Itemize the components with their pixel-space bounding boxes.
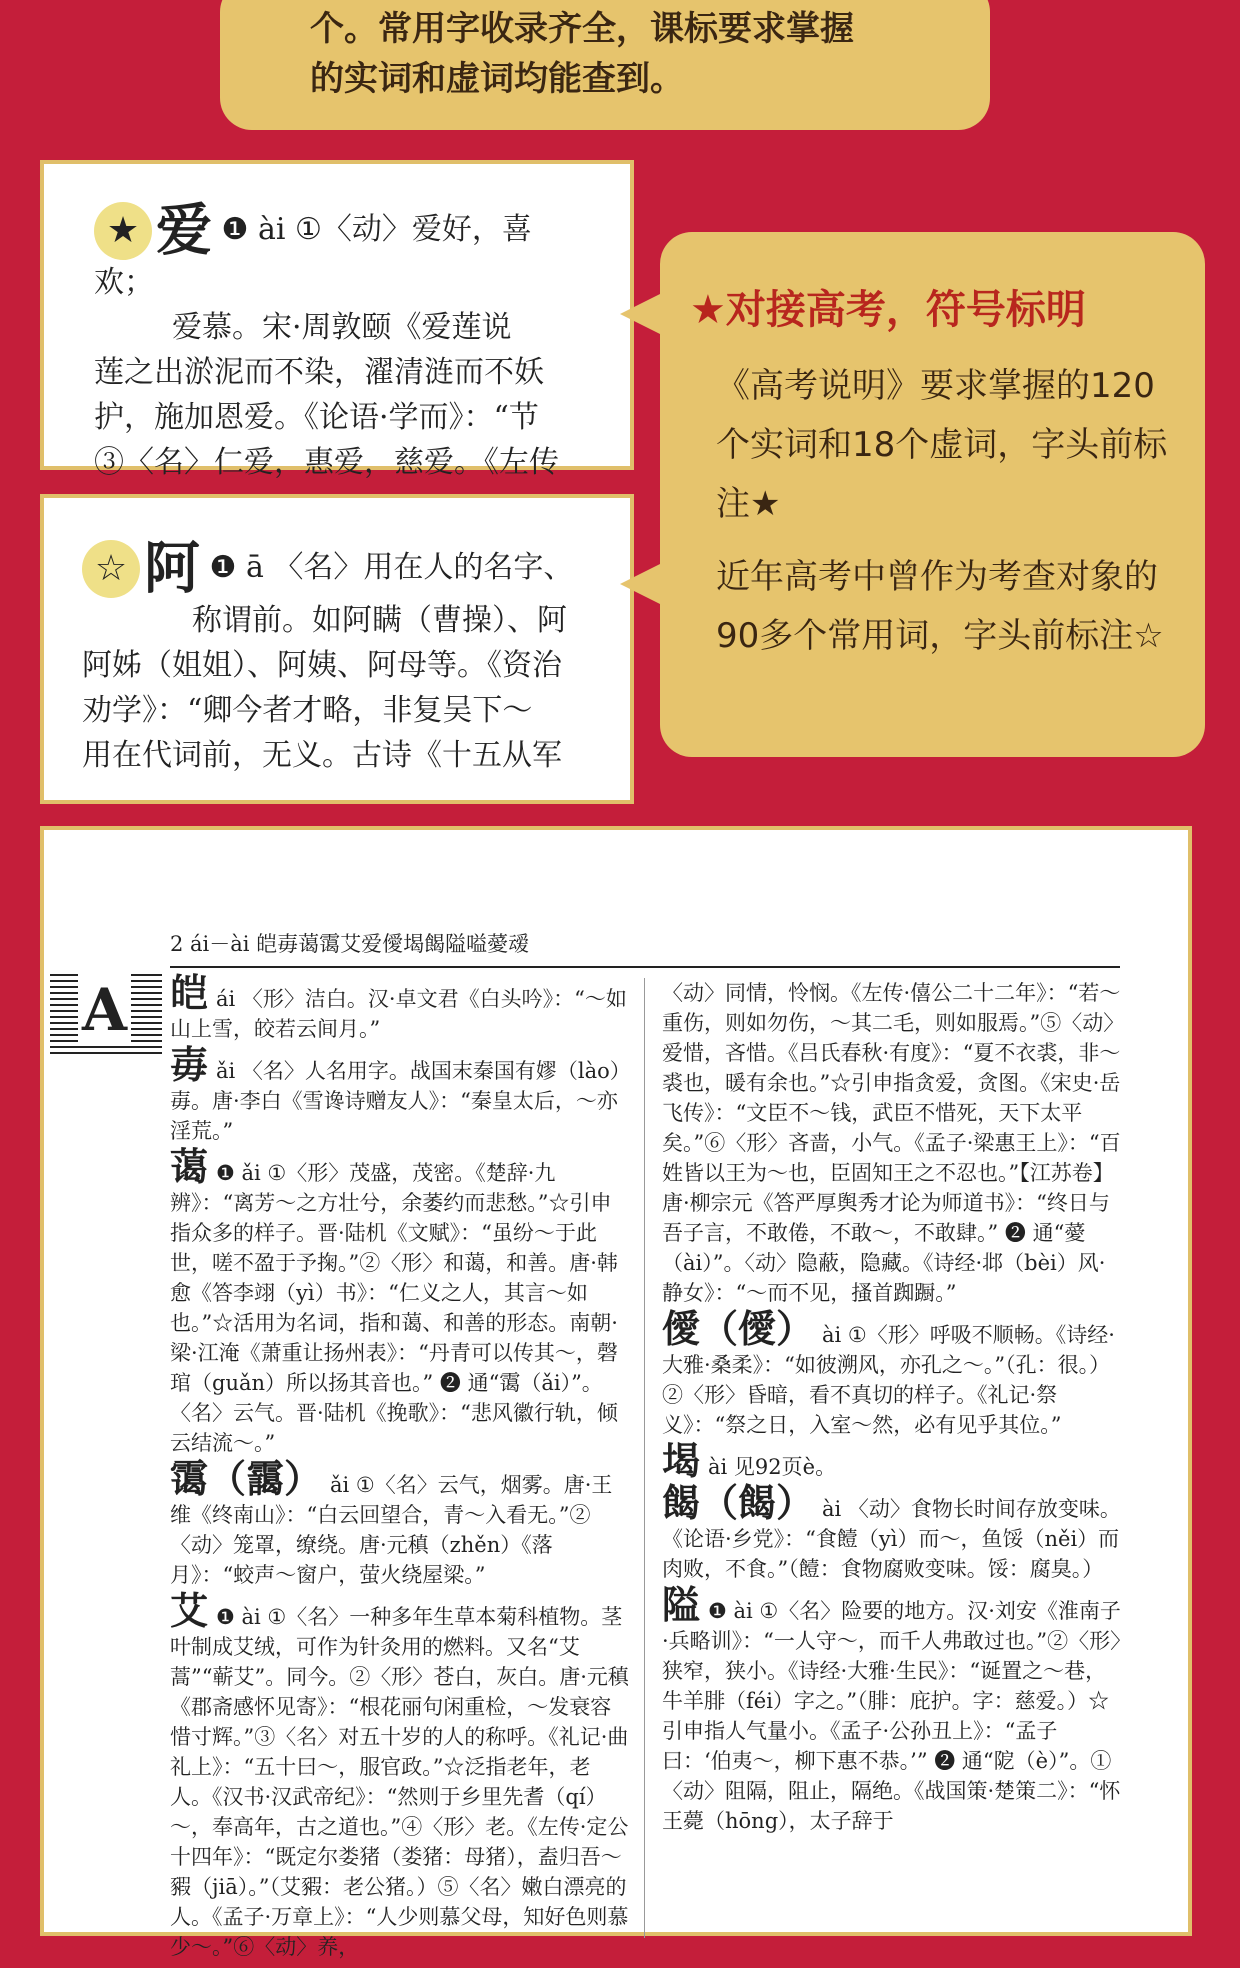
letter-tab (50, 970, 162, 1058)
entry-line-5: 用在代词前，无义。古诗《十五从军 (82, 738, 562, 773)
callout-title: ★对接高考，符号标明 (690, 287, 1086, 333)
entry-line-1: ❶ ā 〈名〉用在人的名字、 (209, 550, 574, 585)
filled-star-icon: ★ (94, 202, 152, 260)
dict-entry-text: ǎi ①〈名〉云气，烟雾。唐·王维《终南山》：“白云回望合，青～入看无。”②〈动〉笼罩，缭绕。唐·元稹（zhěn）《落月》：“蛟声～窗户，萤火绕屋梁。” (170, 1473, 613, 1587)
dict-entry-headword: 蔼 (170, 1144, 209, 1189)
dict-entry-headword: 霭（靄） (170, 1456, 323, 1501)
dict-entry (662, 1306, 1122, 1440)
dict-entry-headword: 餲（餲） (662, 1480, 815, 1525)
entry-line-5: ③〈名〉仁爱，惠爱，慈爱。《左传 (94, 445, 559, 480)
top-callout (220, 0, 990, 130)
callout-paragraph-1: 《高考说明》要求掌握的120个实词和18个虚词，字头前标注★ (716, 366, 1168, 524)
dict-entry-text: ài 〈动〉食物长时间存放变味。《论语·乡党》：“食饐（yì）而～，鱼馁（něi）而肉败，不食。”（饐：食物腐败变味。馁：腐臭。） (662, 1497, 1121, 1581)
dict-entry-text: ǎi 〈名〉人名用字。战国末秦国有嫪（lào）毐。唐·李白《雪谗诗赠友人》：“秦皇太后，～亦淫荒。” (170, 1059, 621, 1143)
dict-entry-text: ài ①〈形〉呼吸不顺畅。《诗经·大雅·桑柔》：“如彼溯风，亦孔之～。”（孔：很。）②〈形〉昏暗，看不真切的样子。《礼记·祭义》：“祭之日，入室～然，必有见乎其位。” (662, 1323, 1115, 1437)
callout-pointer (620, 292, 664, 336)
dict-entry-headword: 艾 (170, 1588, 209, 1633)
dict-entry (170, 1042, 630, 1146)
dict-entry-headword: 毐 (170, 1042, 209, 1087)
entry-line-4: 劝学》：“卿今者才略，非复吴下～ (82, 693, 533, 728)
entry-head (82, 535, 590, 602)
dict-entry (662, 978, 1122, 1308)
dict-entry (170, 1456, 630, 1590)
dict-entry (662, 1582, 1122, 1836)
sample-entry-a (40, 494, 634, 804)
dict-entry (170, 1588, 630, 1962)
entry-line-3: 莲之出淤泥而不染，濯清涟而不妖 (94, 355, 544, 390)
hollow-star-icon: ☆ (82, 540, 140, 598)
letter-tab-label: A (78, 974, 131, 1046)
page-header: 2 ái－ài 皑毐蔼霭艾爱僾堨餲隘嗌薆叆 (170, 928, 1120, 968)
entry-char: 爱 (156, 197, 212, 264)
dictionary-page (40, 826, 1192, 1959)
dict-entry-text: 〈动〉同情，怜悯。《左传·僖公二十二年》：“若～重伤，则如勿伤，～其二毛，则如服焉。”⑤〈动〉爱惜，吝惜。《吕氏春秋·有度》：“夏不衣裘，非～裘也，暖有余也。”☆引申指贪爱，贪图。《宋史·岳飞传》：“文臣不～钱，武臣不惜死，天下太平矣。”⑥〈形〉吝啬，小气。《孟子·梁惠王上》：“百姓皆以王为～也，臣固知王之不忍也。”【江苏卷】唐·柳宗元《答严厚舆秀才论为师道书》：“终日与吾子言，不敢倦，不敢～，不敢肆。” ❷ 通“薆（ài）”。〈动〉隐蔽，隐藏。《诗经·邶（bèi）风·静女》：“～而不见，搔首踟蹰。” (662, 981, 1121, 1305)
dict-entry-headword: 堨 (662, 1438, 701, 1483)
entry-line-2: 称谓前。如阿瞒（曹操）、阿 (192, 603, 567, 638)
dict-entry-text: ài 见92页è。 (708, 1455, 837, 1479)
dict-entry (170, 970, 630, 1044)
column-divider (644, 978, 645, 1938)
right-column (662, 978, 1122, 1842)
dict-entry (662, 1438, 1122, 1483)
dict-entry-text: ❶ ài ①〈名〉险要的地方。汉·刘安《淮南子·兵略训》：“一人守～，而千人弗敢过也。”②〈形〉狭窄，狭小。《诗经·大雅·生民》：“诞置之～巷，牛羊腓（féi）字之。”（腓：庇护。字：慈爱。）☆引申指人气量小。《孟子·公孙丑上》：“孟子曰：‘伯夷～，柳下惠不恭。’” ❷ 通“阸（è）”。①〈动〉阻隔，阻止，隔绝。《战国策·楚策二》：“怀王薨（hōng），太子辞于 (662, 1599, 1121, 1833)
dict-entry (170, 1144, 630, 1458)
entry-line-4: 护，施加恩爱。《论语·学而》：“节 (94, 400, 539, 435)
dict-entry-headword: 皑 (170, 970, 209, 1015)
callout-paragraph-2: 近年高考中曾作为考查对象的90多个常用词，字头前标注☆ (716, 557, 1164, 656)
exam-callout (660, 232, 1205, 757)
callout-pointer (620, 562, 664, 606)
dict-entry-headword: 隘 (662, 1582, 701, 1627)
left-column (170, 970, 630, 1968)
dict-entry-text: ❶ ǎi ①〈形〉茂盛，茂密。《楚辞·九辨》：“离芳～之方壮兮，余萎约而悲愁。”☆引申指众多的样子。晋·陆机《文赋》：“虽纷～于此世，嗟不盈于予掬。”②〈形〉和蔼，和善。唐·韩愈《答李翊（yì）书》：“仁义之人，其言～如也。”☆活用为名词，指和蔼、和善的形态。南朝·梁·江淹《萧重让扬州表》：“丹青可以传其～，磬琯（guǎn）所以扬其音也。” ❷ 通“霭（ǎi）”。〈名〉云气。晋·陆机《挽歌》：“悲风徽行轨，倾云结流～。” (170, 1161, 618, 1455)
entry-line-1: ❶ ài ①〈动〉爱好，喜欢； (94, 212, 532, 300)
entry-line-2: 爱慕。宋·周敦颐《爱莲说 (172, 310, 512, 345)
dict-entry (662, 1480, 1122, 1584)
entry-line-3: 阿姊（姐姐）、阿姨、阿母等。《资治 (82, 648, 562, 683)
dict-entry-headword: 僾（僾） (662, 1306, 815, 1351)
top-callout-line-1: 个。常用字收录齐全，课标要求掌握 (310, 9, 854, 49)
entry-char: 阿 (144, 535, 200, 602)
sample-entry-ai (40, 160, 634, 480)
entry-head (94, 197, 590, 305)
top-callout-line-2: 的实词和虚词均能查到。 (310, 59, 684, 99)
dict-entry-text: ái 〈形〉洁白。汉·卓文君《白头吟》：“～如山上雪，皎若云间月。” (170, 987, 627, 1041)
dict-entry-text: ❶ ài ①〈名〉一种多年生草本菊科植物。茎叶制成艾绒，可作为针灸用的燃料。又名“艾蒿”“蕲艾”。同今。②〈形〉苍白，灰白。唐·元稹《郡斋感怀见寄》：“根花丽句闲重检，～发衰容惜寸辉。”③〈名〉对五十岁的人的称呼。《礼记·曲礼上》：“五十曰～，服官政。”☆泛指老年，老人。《汉书·汉武帝纪》：“然则于乡里先耆（qí）～，奉高年，古之道也。”④〈形〉老。《左传·定公十四年》：“既定尔娄猪（娄猪：母猪），盍归吾～豭（jiā）。”（艾豭：老公猪。）⑤〈名〉嫩白漂亮的人。《孟子·万章上》：“人少则慕父母，知好色则慕少～。”⑥〈动〉养， (170, 1605, 629, 1959)
